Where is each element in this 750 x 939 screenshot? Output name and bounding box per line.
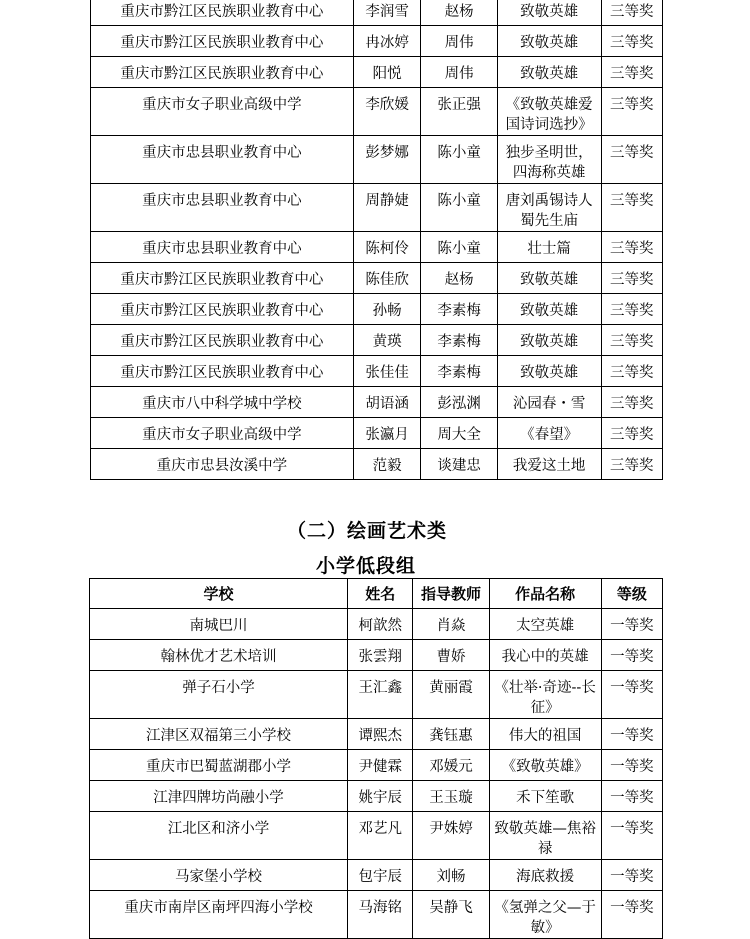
table-row <box>91 325 663 356</box>
cell-work: 独步圣明世，四海称英雄 <box>497 136 601 184</box>
cell-name: 张瀛月 <box>353 418 421 449</box>
cell-grade: 三等奖 <box>601 418 662 449</box>
cell-name: 黄瑛 <box>353 325 421 356</box>
table-row <box>91 263 663 294</box>
cell-work: 《致敬英雄爱国诗词选抄》 <box>497 88 601 136</box>
cell-grade: 一等奖 <box>601 891 662 939</box>
cell-name: 陈佳欣 <box>353 263 421 294</box>
cell-name: 王汇鑫 <box>347 671 413 719</box>
cell-grade: 三等奖 <box>601 325 662 356</box>
cell-name: 张雲翔 <box>347 640 413 671</box>
table-row <box>91 0 663 26</box>
cell-work: 致敬英雄 <box>497 26 601 57</box>
cell-work: 致敬英雄 <box>497 325 601 356</box>
cell-teacher: 谈建忠 <box>421 449 497 480</box>
cell-teacher: 龚钰惠 <box>413 719 489 750</box>
cell-teacher: 周伟 <box>421 57 497 88</box>
cell-grade: 一等奖 <box>601 719 662 750</box>
table-row <box>91 294 663 325</box>
cell-school: 重庆市黔江区民族职业教育中心 <box>91 57 354 88</box>
cell-work: 我爱这土地 <box>497 449 601 480</box>
cell-work: 我心中的英雄 <box>489 640 601 671</box>
cell-school: 江北区和济小学 <box>90 812 348 860</box>
cell-school: 弹子石小学 <box>90 671 348 719</box>
cell-work: 致敬英雄 <box>497 356 601 387</box>
cell-school: 重庆市忠县职业教育中心 <box>91 232 354 263</box>
cell-teacher: 黄丽霞 <box>413 671 489 719</box>
cell-teacher: 赵杨 <box>421 263 497 294</box>
cell-grade: 三等奖 <box>601 387 662 418</box>
cell-name: 胡语涵 <box>353 387 421 418</box>
cell-school: 江津四牌坊尚融小学 <box>90 781 348 812</box>
cell-work: 太空英雄 <box>489 609 601 640</box>
cell-teacher: 李素梅 <box>421 294 497 325</box>
cell-teacher: 彭泓渊 <box>421 387 497 418</box>
header-grade: 等级 <box>601 579 662 609</box>
cell-school: 重庆市忠县职业教育中心 <box>91 136 354 184</box>
cell-name: 尹健霖 <box>347 750 413 781</box>
cell-teacher: 张正强 <box>421 88 497 136</box>
cell-grade: 三等奖 <box>601 356 662 387</box>
cell-name: 阳悦 <box>353 57 421 88</box>
cell-work: 致敬英雄 <box>497 57 601 88</box>
cell-work: 《致敬英雄》 <box>489 750 601 781</box>
cell-grade: 三等奖 <box>601 294 662 325</box>
cell-school: 重庆市忠县汝溪中学 <box>91 449 354 480</box>
cell-school: 翰林优才艺术培训 <box>90 640 348 671</box>
cell-name: 彭梦娜 <box>353 136 421 184</box>
cell-teacher: 陈小童 <box>421 232 497 263</box>
cell-grade: 一等奖 <box>601 671 662 719</box>
cell-grade: 三等奖 <box>601 263 662 294</box>
table-row <box>90 812 663 860</box>
cell-grade: 三等奖 <box>601 449 662 480</box>
table-row <box>90 891 663 939</box>
header-name: 姓名 <box>347 579 413 609</box>
cell-grade: 三等奖 <box>601 57 662 88</box>
cell-teacher: 刘畅 <box>413 860 489 891</box>
cell-grade: 三等奖 <box>601 88 662 136</box>
cell-name: 周静婕 <box>353 184 421 232</box>
table-row <box>91 184 663 232</box>
cell-work: 壮士篇 <box>497 232 601 263</box>
cell-work: 致敬英雄 <box>497 0 601 26</box>
cell-teacher: 肖焱 <box>413 609 489 640</box>
awards-table-painting-lower-primary <box>89 578 663 939</box>
cell-school: 南城巴川 <box>90 609 348 640</box>
cell-school: 马家堡小学校 <box>90 860 348 891</box>
cell-school: 重庆市八中科学城中学校 <box>91 387 354 418</box>
table-row <box>91 449 663 480</box>
cell-name: 李润雪 <box>353 0 421 26</box>
group-title: 小学低段组 <box>315 555 416 577</box>
cell-grade: 一等奖 <box>601 781 662 812</box>
table-row <box>91 57 663 88</box>
cell-teacher: 王玉璇 <box>413 781 489 812</box>
cell-work: 海底救援 <box>489 860 601 891</box>
cell-name: 邓艺凡 <box>347 812 413 860</box>
cell-teacher: 尹姝婷 <box>413 812 489 860</box>
cell-work: 致敬英雄 <box>497 263 601 294</box>
header-work: 作品名称 <box>489 579 601 609</box>
table-header-row <box>90 579 663 609</box>
cell-work: 《壮举·奇迹--长征》 <box>489 671 601 719</box>
cell-name: 李欣媛 <box>353 88 421 136</box>
cell-grade: 三等奖 <box>601 232 662 263</box>
cell-work: 唐刘禹锡诗人蜀先生庙 <box>497 184 601 232</box>
cell-name: 柯歆然 <box>347 609 413 640</box>
cell-name: 冉冰婷 <box>353 26 421 57</box>
table-row <box>91 418 663 449</box>
table-row <box>90 750 663 781</box>
cell-teacher: 陈小童 <box>421 136 497 184</box>
cell-work: 沁园春・雪 <box>497 387 601 418</box>
header-school: 学校 <box>90 579 348 609</box>
table-row <box>91 26 663 57</box>
cell-name: 谭熙杰 <box>347 719 413 750</box>
cell-teacher: 吴静飞 <box>413 891 489 939</box>
cell-name: 范毅 <box>353 449 421 480</box>
cell-work: 伟大的祖国 <box>489 719 601 750</box>
table-row <box>90 640 663 671</box>
table-row <box>90 781 663 812</box>
cell-teacher: 陈小童 <box>421 184 497 232</box>
cell-school: 重庆市忠县职业教育中心 <box>91 184 354 232</box>
cell-teacher: 周大全 <box>421 418 497 449</box>
cell-work: 禾下笙歌 <box>489 781 601 812</box>
cell-school: 重庆市黔江区民族职业教育中心 <box>91 294 354 325</box>
cell-grade: 一等奖 <box>601 860 662 891</box>
cell-school: 重庆市女子职业高级中学 <box>91 88 354 136</box>
cell-school: 重庆市黔江区民族职业教育中心 <box>91 0 354 26</box>
table-row <box>91 232 663 263</box>
cell-name: 孙畅 <box>353 294 421 325</box>
table-row <box>91 356 663 387</box>
cell-school: 江津区双福第三小学校 <box>90 719 348 750</box>
cell-school: 重庆市黔江区民族职业教育中心 <box>91 325 354 356</box>
cell-teacher: 邓媛元 <box>413 750 489 781</box>
cell-grade: 三等奖 <box>601 26 662 57</box>
cell-grade: 三等奖 <box>601 136 662 184</box>
cell-teacher: 曹娇 <box>413 640 489 671</box>
cell-work: 《氢弹之父—于敏》 <box>489 891 601 939</box>
cell-name: 张佳佳 <box>353 356 421 387</box>
cell-name: 姚宇辰 <box>347 781 413 812</box>
header-teacher: 指导教师 <box>413 579 489 609</box>
cell-work: 致敬英雄—焦裕禄 <box>489 812 601 860</box>
table-row <box>90 719 663 750</box>
section-title: （二）绘画艺术类 <box>286 520 447 542</box>
cell-name: 陈柯伶 <box>353 232 421 263</box>
table-row <box>91 88 663 136</box>
cell-teacher: 赵杨 <box>421 0 497 26</box>
table-row <box>91 387 663 418</box>
cell-grade: 三等奖 <box>601 184 662 232</box>
cell-school: 重庆市黔江区民族职业教育中心 <box>91 263 354 294</box>
awards-table-calligraphy <box>90 0 663 480</box>
cell-teacher: 李素梅 <box>421 325 497 356</box>
cell-grade: 三等奖 <box>601 0 662 26</box>
cell-work: 致敬英雄 <box>497 294 601 325</box>
table-row <box>90 860 663 891</box>
cell-grade: 一等奖 <box>601 609 662 640</box>
table-row <box>91 136 663 184</box>
cell-name: 包宇辰 <box>347 860 413 891</box>
cell-grade: 一等奖 <box>601 750 662 781</box>
cell-teacher: 周伟 <box>421 26 497 57</box>
cell-school: 重庆市南岸区南坪四海小学校 <box>90 891 348 939</box>
table-row <box>90 609 663 640</box>
cell-teacher: 李素梅 <box>421 356 497 387</box>
cell-name: 马海铭 <box>347 891 413 939</box>
cell-school: 重庆市黔江区民族职业教育中心 <box>91 26 354 57</box>
cell-work: 《春望》 <box>497 418 601 449</box>
cell-school: 重庆市女子职业高级中学 <box>91 418 354 449</box>
cell-grade: 一等奖 <box>601 812 662 860</box>
cell-school: 重庆市黔江区民族职业教育中心 <box>91 356 354 387</box>
cell-school: 重庆市巴蜀蓝湖郡小学 <box>90 750 348 781</box>
cell-grade: 一等奖 <box>601 640 662 671</box>
table-row <box>90 671 663 719</box>
